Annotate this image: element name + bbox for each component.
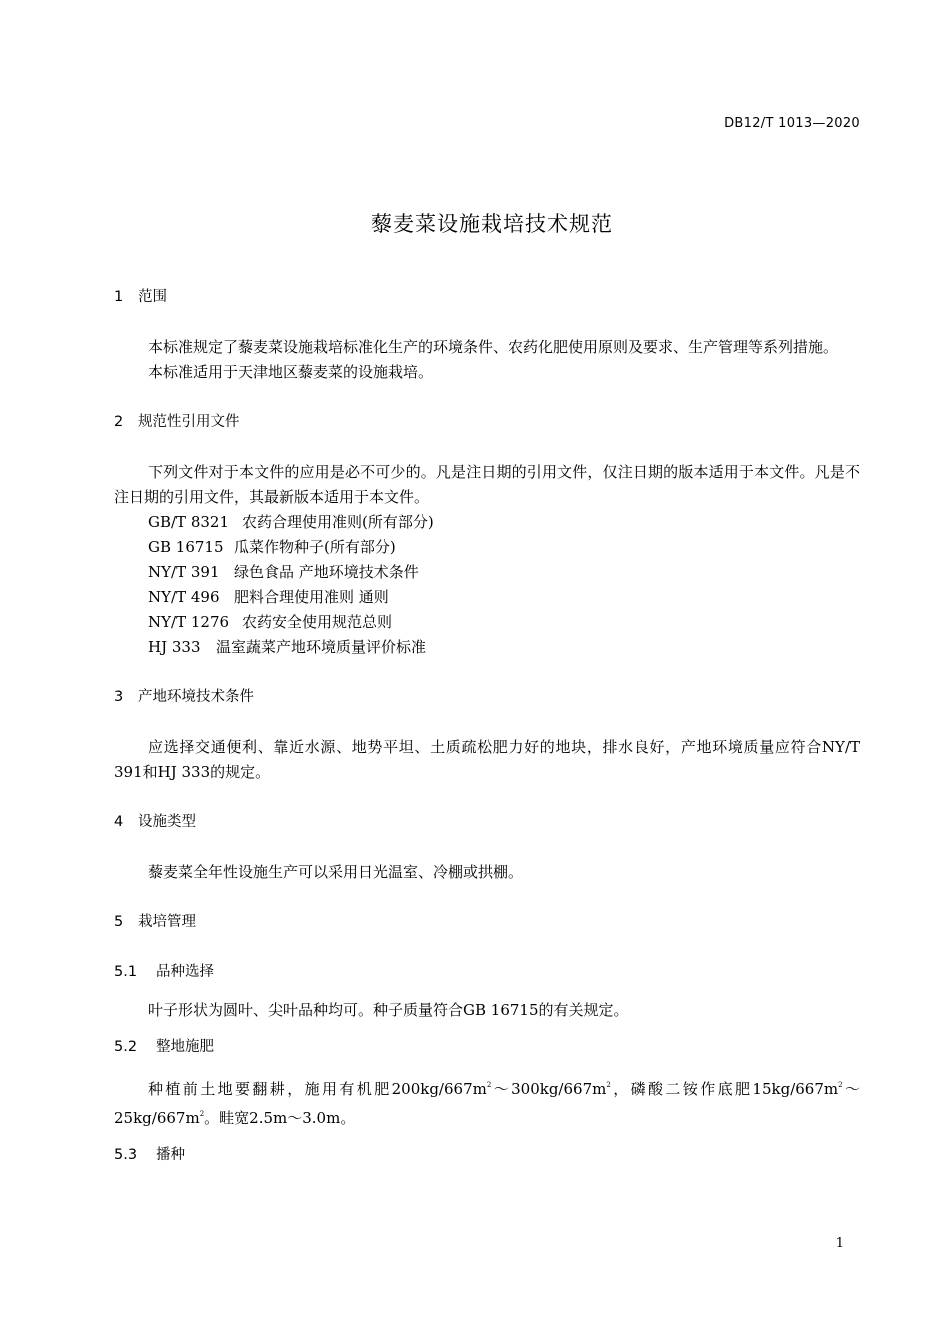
section-title: 范围 <box>138 289 167 305</box>
reference-code: GB/T 8321 <box>148 513 230 531</box>
reference-item <box>114 535 860 560</box>
section-title: 栽培管理 <box>138 914 196 930</box>
superscript: 2 <box>486 1081 492 1089</box>
section-number: 4 <box>114 814 124 830</box>
reference-name: 农药合理使用准则(所有部分) <box>242 513 434 531</box>
section-2-intro: 下列文件对于本文件的应用是必不可少的。凡是注日期的引用文件，仅注日期的版本适用于本文件。凡是不注日期的引用文件，其最新版本适用于本文件。 <box>114 463 860 506</box>
reference-item <box>114 635 860 660</box>
superscript: 2 <box>838 1081 843 1089</box>
text-run: ，磷酸二铵作底肥15kg/667m <box>610 1080 839 1098</box>
section-1-heading <box>114 285 860 310</box>
reference-item <box>114 610 860 635</box>
section-3-heading <box>114 685 860 710</box>
reference-code: GB 16715 <box>148 538 224 556</box>
section-2-heading <box>114 410 860 435</box>
section-number: 5 <box>114 914 124 930</box>
subsection-5-3-heading <box>114 1143 860 1168</box>
reference-name: 农药安全使用规范总则 <box>242 613 393 631</box>
superscript: 2 <box>199 1110 205 1118</box>
standard-code: DB12/T 1013—2020 <box>724 116 860 131</box>
reference-item <box>114 585 860 610</box>
section-4-paragraph: 藜麦菜全年性设施生产可以采用日光温室、冷棚或拱棚。 <box>148 863 524 881</box>
subsection-5-1-paragraph: 叶子形状为圆叶、尖叶品种均可。种子质量符合GB 16715的有关规定。 <box>148 1001 629 1019</box>
reference-item <box>114 510 860 535</box>
reference-name: 肥料合理使用准则 通则 <box>234 588 389 606</box>
subsection-5-2-heading <box>114 1035 860 1060</box>
section-1-paragraph-2: 本标准适用于天津地区藜麦菜的设施栽培。 <box>148 363 434 381</box>
reference-item <box>114 560 860 585</box>
section-title: 规范性引用文件 <box>138 414 240 430</box>
section-number: 3 <box>114 689 124 705</box>
section-number: 1 <box>114 289 124 305</box>
section-title: 产地环境技术条件 <box>138 689 254 705</box>
subsection-title: 播种 <box>156 1147 185 1163</box>
reference-code: NY/T 496 <box>148 588 220 606</box>
text-run: ～25kg/667m <box>114 1080 860 1127</box>
superscript: 2 <box>606 1081 611 1089</box>
subsection-title: 整地施肥 <box>156 1039 214 1055</box>
section-5-heading <box>114 910 860 935</box>
text-run: 种植前土地要翻耕，施用有机肥200kg/667m <box>148 1080 487 1098</box>
document-title: 藜麦菜设施栽培技术规范 <box>371 212 613 236</box>
subsection-number: 5.2 <box>114 1039 138 1055</box>
text-run: ～300kg/667m <box>491 1080 607 1098</box>
section-title: 设施类型 <box>138 814 196 830</box>
subsection-title: 品种选择 <box>156 964 214 980</box>
subsection-number: 5.3 <box>114 1147 138 1163</box>
reference-name: 温室蔬菜产地环境质量评价标准 <box>216 638 427 656</box>
reference-name: 瓜菜作物种子(所有部分) <box>234 538 396 556</box>
reference-name: 绿色食品 产地环境技术条件 <box>234 563 419 581</box>
subsection-5-1-heading <box>114 960 860 985</box>
section-1-paragraph-1: 本标准规定了藜麦菜设施栽培标准化生产的环境条件、农药化肥使用原则及要求、生产管理等系列措施。 <box>148 338 839 356</box>
section-4-heading <box>114 810 860 835</box>
subsection-number: 5.1 <box>114 964 138 980</box>
page-number: 1 <box>835 1236 844 1251</box>
text-run: 。畦宽2.5m～3.0m。 <box>204 1109 356 1127</box>
reference-code: NY/T 391 <box>148 563 220 581</box>
reference-code: HJ 333 <box>148 638 201 656</box>
reference-code: NY/T 1276 <box>148 613 230 631</box>
section-3-paragraph: 应选择交通便利、靠近水源、地势平坦、土质疏松肥力好的地块，排水良好，产地环境质量应符合NY/T 391和HJ 333的规定。 <box>114 738 860 781</box>
subsection-5-2-paragraph <box>114 1073 860 1131</box>
section-number: 2 <box>114 414 124 430</box>
